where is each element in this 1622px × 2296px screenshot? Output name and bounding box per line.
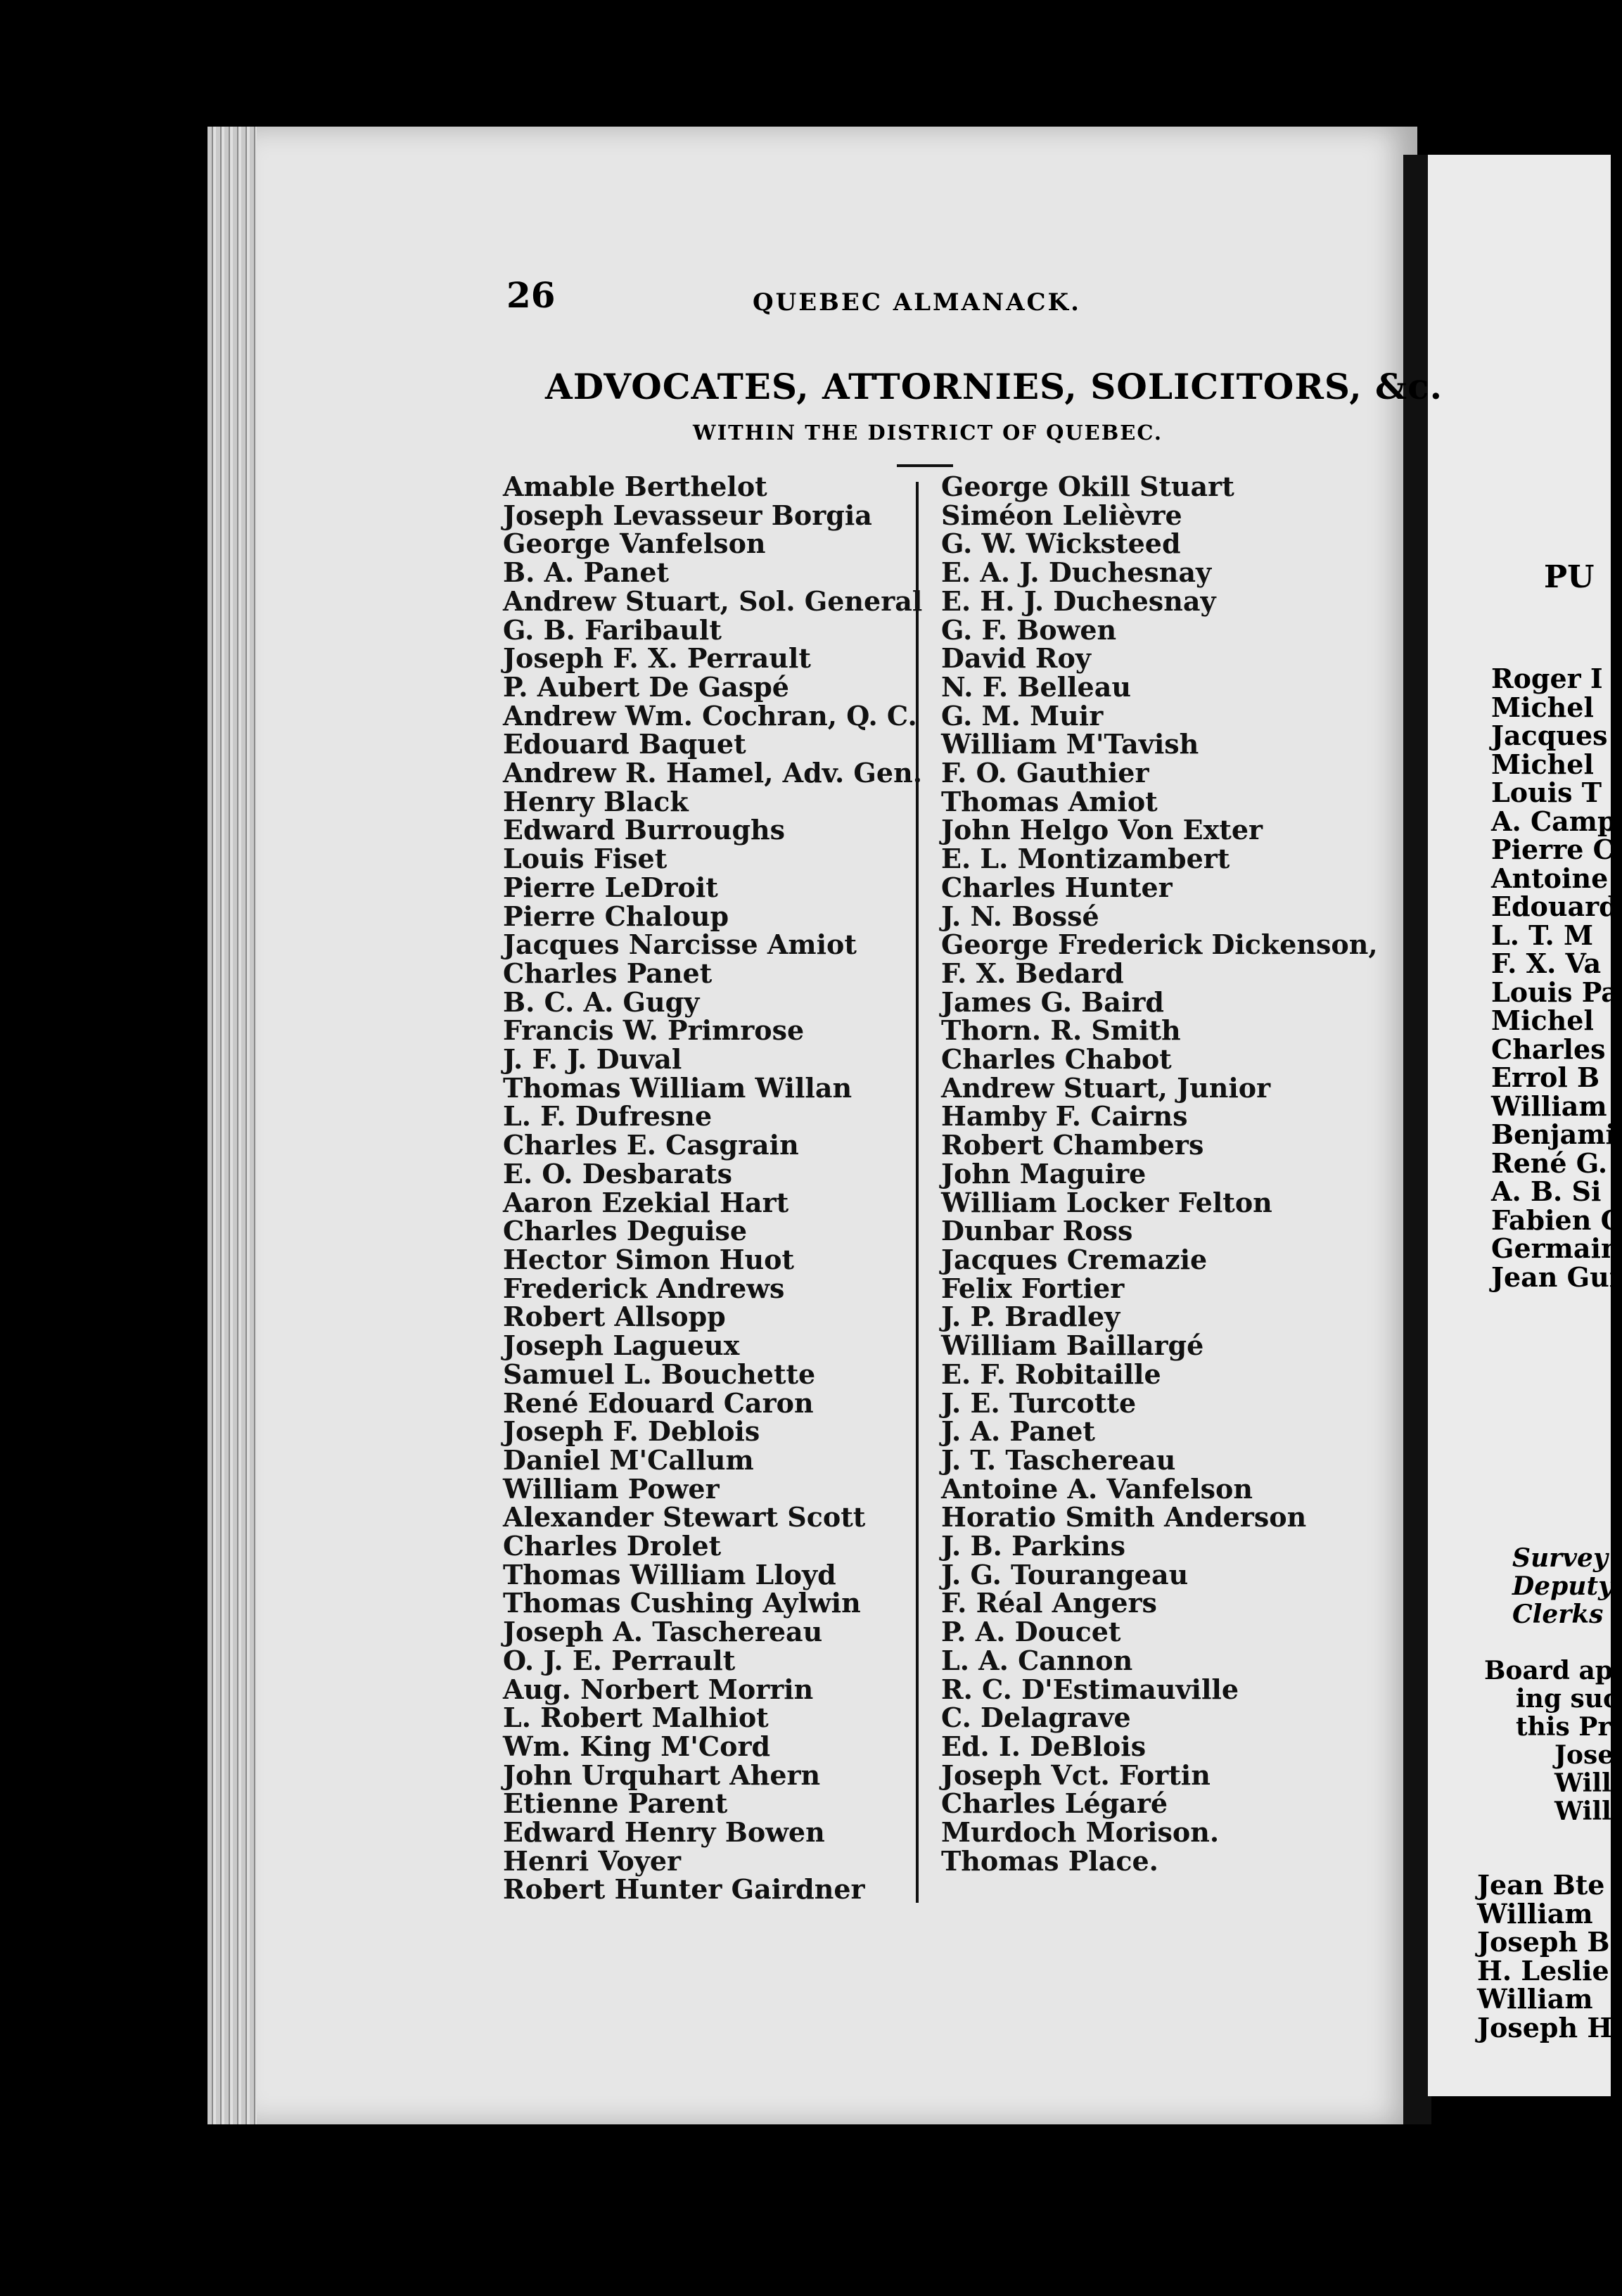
list-item: Jacques Cremazie <box>941 1243 1208 1275</box>
facing-board-line: Will <box>1554 1768 1611 1798</box>
list-item: E. H. J. Duchesnay <box>941 585 1216 617</box>
list-item: Charles Chabot <box>941 1043 1172 1076</box>
list-item: Thomas Amiot <box>941 785 1158 817</box>
list-item: R. C. D'Estimauville <box>941 1673 1239 1705</box>
list-item: E. A. J. Duchesnay <box>941 556 1212 589</box>
facing-board-line: Will <box>1554 1797 1611 1826</box>
facing-list-item: Jacques <box>1491 720 1608 751</box>
list-item: William Locker Felton <box>941 1186 1272 1218</box>
title-rule <box>897 464 953 467</box>
list-item: Louis Fiset <box>503 843 668 875</box>
facing-list-item: Benjami <box>1491 1118 1616 1150</box>
facing-list-item: René G. <box>1491 1147 1608 1179</box>
list-item: David Roy <box>941 642 1091 675</box>
list-item: Andrew Wm. Cochran, Q. C. <box>503 699 917 732</box>
list-item: Antoine A. Vanfelson <box>941 1472 1253 1505</box>
facing-list-item: Antoine <box>1491 862 1609 894</box>
list-item: G. W. Wicksteed <box>941 528 1181 560</box>
list-item: C. Delagrave <box>941 1702 1131 1734</box>
list-item: William M'Tavish <box>941 728 1199 760</box>
list-item: Joseph A. Taschereau <box>503 1616 823 1648</box>
list-item: Charles Panet <box>503 957 713 989</box>
list-item: B. A. Panet <box>503 556 670 589</box>
list-item: F. X. Bedard <box>941 957 1124 989</box>
list-item: George Vanfelson <box>503 528 766 560</box>
facing-board-line: this Pr <box>1516 1712 1611 1742</box>
list-item: N. F. Belleau <box>941 670 1131 703</box>
facing-list-item: L. T. M <box>1491 919 1594 951</box>
list-item: Siméon Lelièvre <box>941 499 1182 531</box>
list-item: Charles E. Casgrain <box>503 1129 799 1161</box>
facing-page-board-text <box>1484 1657 1618 1825</box>
list-item: Thomas Place. <box>941 1844 1158 1877</box>
list-item: Murdoch Morison. <box>941 1816 1220 1849</box>
list-item: Robert Chambers <box>941 1129 1204 1161</box>
facing-list-item: Errol B <box>1491 1061 1600 1093</box>
list-item: William Power <box>503 1472 720 1505</box>
page-number: 26 <box>506 274 556 316</box>
facing-list-item: A. B. Si <box>1491 1175 1602 1207</box>
list-item: Hector Simon Huot <box>503 1243 795 1275</box>
facing-page-heading: PU <box>1544 559 1595 595</box>
list-item: William Baillargé <box>941 1329 1204 1362</box>
list-item: Joseph Levasseur Borgia <box>503 499 872 531</box>
list-item: James G. Baird <box>941 986 1164 1018</box>
list-item: J. E. Turcotte <box>941 1386 1137 1419</box>
list-item: Joseph Lagueux <box>503 1329 740 1362</box>
facing-list-item: Joseph B <box>1477 1926 1610 1958</box>
facing-list-item: Edouard <box>1491 891 1618 922</box>
list-item: B. C. A. Gugy <box>503 986 700 1018</box>
list-item: P. Aubert De Gaspé <box>503 670 789 703</box>
names-column-left <box>503 473 922 1904</box>
list-item: Thorn. R. Smith <box>941 1014 1181 1047</box>
list-item: Robert Allsopp <box>503 1301 726 1333</box>
list-item: Charles Légaré <box>941 1787 1168 1820</box>
list-item: G. F. Bowen <box>941 613 1117 646</box>
list-item: Frederick Andrews <box>503 1272 785 1304</box>
facing-page-italic-lines <box>1512 1544 1613 1628</box>
facing-italic-line: Survey <box>1512 1543 1608 1573</box>
list-item: L. A. Cannon <box>941 1644 1133 1676</box>
facing-list-item: Roger I <box>1491 663 1603 694</box>
list-item: L. Robert Malhiot <box>503 1702 769 1734</box>
list-item: Felix Fortier <box>941 1272 1125 1304</box>
list-item: E. F. Robitaille <box>941 1358 1161 1390</box>
list-item: Andrew Stuart, Junior <box>941 1071 1271 1104</box>
list-item: Etienne Parent <box>503 1787 728 1820</box>
list-item: Aug. Norbert Morrin <box>503 1673 814 1705</box>
list-item: John Helgo Von Exter <box>941 814 1263 846</box>
list-item: John Urquhart Ahern <box>503 1759 821 1791</box>
list-item: Joseph F. X. Perrault <box>503 642 811 675</box>
names-column-right <box>941 473 1378 1875</box>
facing-board-line: ing suc <box>1516 1684 1618 1714</box>
list-item: Edward Henry Bowen <box>503 1816 825 1849</box>
facing-list-item: William <box>1491 1090 1607 1122</box>
list-item: J. B. Parkins <box>941 1530 1126 1562</box>
list-item: Ed. I. DeBlois <box>941 1730 1147 1762</box>
list-item: J. F. J. Duval <box>503 1043 682 1076</box>
list-item: Hamby F. Cairns <box>941 1100 1188 1133</box>
list-item: F. O. Gauthier <box>941 757 1149 789</box>
list-item: L. F. Dufresne <box>503 1100 713 1133</box>
facing-list-item: Michel <box>1491 691 1594 723</box>
list-item: E. L. Montizambert <box>941 843 1230 875</box>
list-item: Thomas William Willan <box>503 1071 852 1104</box>
list-item: Daniel M'Callum <box>503 1443 754 1476</box>
section-title: ADVOCATES, ATTORNIES, SOLICITORS, &c. <box>545 366 1443 407</box>
facing-list-item: Louis Pa <box>1491 976 1618 1008</box>
list-item: Charles Deguise <box>503 1215 748 1247</box>
list-item: O. J. E. Perrault <box>503 1644 736 1676</box>
facing-list-item: Joseph H <box>1477 2011 1613 2043</box>
list-item: J. P. Bradley <box>941 1301 1120 1333</box>
facing-list-item: Charles <box>1491 1033 1606 1065</box>
list-item: P. A. Doucet <box>941 1616 1121 1648</box>
list-item: Pierre Chaloup <box>503 900 729 932</box>
page-edges <box>207 127 257 2124</box>
facing-page-list <box>1491 665 1622 1292</box>
facing-list-item: Michel <box>1491 1005 1594 1036</box>
list-item: Andrew Stuart, Sol. General <box>503 585 923 617</box>
list-item: J. G. Tourangeau <box>941 1558 1189 1590</box>
list-item: Pierre LeDroit <box>503 871 718 903</box>
list-item: Henri Voyer <box>503 1844 682 1877</box>
list-item: Aaron Ezekial Hart <box>503 1186 789 1218</box>
facing-list-item: William <box>1477 1897 1593 1930</box>
facing-list-item: Jean Gui <box>1491 1261 1620 1293</box>
facing-list-item: Fabien C <box>1491 1204 1622 1236</box>
facing-list-item: Louis T <box>1491 777 1602 808</box>
list-item: Amable Berthelot <box>503 471 767 502</box>
list-item: G. B. Faribault <box>503 613 722 646</box>
facing-list-item: H. Leslie <box>1477 1954 1609 1986</box>
list-item: George Okill Stuart <box>941 471 1234 502</box>
list-item: Francis W. Primrose <box>503 1014 805 1047</box>
facing-list-item: Germain <box>1491 1232 1621 1264</box>
facing-list-item: William <box>1477 1983 1593 2015</box>
list-item: Jacques Narcisse Amiot <box>503 929 857 961</box>
facing-list-item: Pierre C <box>1491 834 1614 865</box>
facing-board-line: Board ap <box>1484 1656 1613 1685</box>
list-item: Wm. King M'Cord <box>503 1730 771 1762</box>
facing-page <box>1428 155 1622 2096</box>
list-item: John Maguire <box>941 1157 1147 1190</box>
list-item: Samuel L. Bouchette <box>503 1358 816 1390</box>
list-item: René Edouard Caron <box>503 1386 814 1419</box>
list-item: J. N. Bossé <box>941 900 1099 932</box>
list-item: Horatio Smith Anderson <box>941 1501 1307 1533</box>
list-item: Edouard Baquet <box>503 728 746 760</box>
list-item: Andrew R. Hamel, Adv. Gen. <box>503 757 922 789</box>
list-item: J. A. Panet <box>941 1415 1095 1448</box>
list-item: George Frederick Dickenson, <box>941 929 1378 961</box>
facing-list-item: Michel <box>1491 748 1594 780</box>
facing-italic-line: Deputy <box>1512 1571 1614 1601</box>
list-item: Thomas William Lloyd <box>503 1558 836 1590</box>
list-item: Dunbar Ross <box>941 1215 1133 1247</box>
facing-italic-line: Clerks <box>1512 1600 1604 1629</box>
list-item: E. O. Desbarats <box>503 1157 733 1190</box>
list-item: Edward Burroughs <box>503 814 786 846</box>
facing-list-item: A. Camp <box>1491 805 1616 837</box>
list-item: G. M. Muir <box>941 699 1104 732</box>
facing-board-line: Jose <box>1554 1740 1614 1770</box>
facing-list-item: Jean Bte <box>1477 1869 1605 1901</box>
section-subtitle: WITHIN THE DISTRICT OF QUEBEC. <box>693 421 1163 445</box>
list-item: Joseph Vct. Fortin <box>941 1759 1211 1791</box>
list-item: J. T. Taschereau <box>941 1443 1176 1476</box>
book-gutter <box>1403 155 1431 2124</box>
list-item: Charles Hunter <box>941 871 1173 903</box>
list-item: F. Réal Angers <box>941 1587 1157 1619</box>
facing-list-item: F. X. Va <box>1491 948 1602 979</box>
list-item: Henry Black <box>503 785 689 817</box>
facing-page-list-2 <box>1477 1871 1612 2042</box>
running-head: QUEBEC ALMANACK. <box>753 288 1081 317</box>
list-item: Alexander Stewart Scott <box>503 1501 866 1533</box>
list-item: Charles Drolet <box>503 1530 722 1562</box>
list-item: Thomas Cushing Aylwin <box>503 1587 861 1619</box>
list-item: Robert Hunter Gairdner <box>503 1873 865 1906</box>
list-item: Joseph F. Deblois <box>503 1415 760 1448</box>
